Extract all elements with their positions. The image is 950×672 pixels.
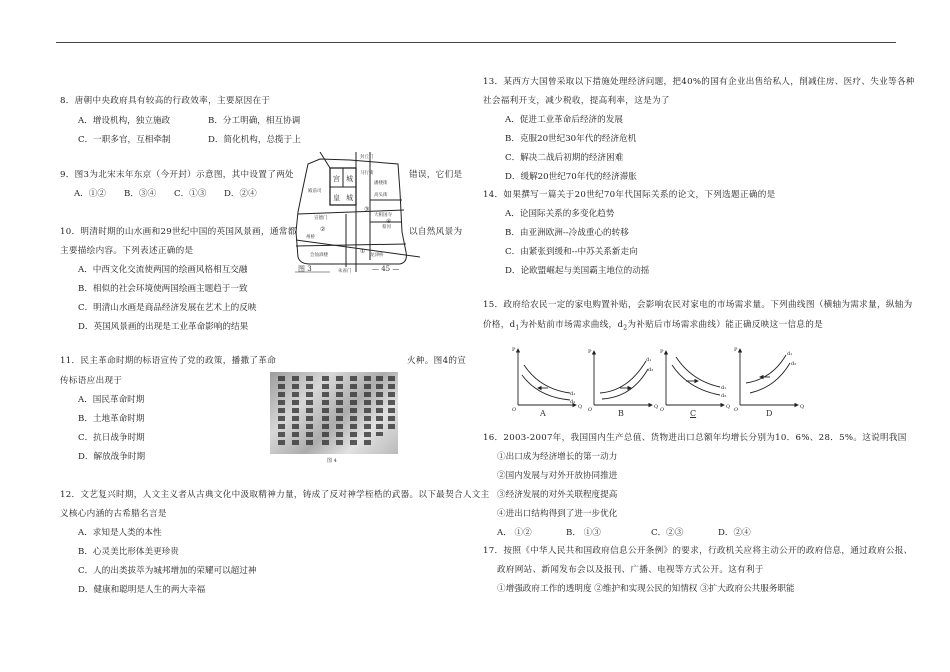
svg-text:d₂: d₂ (721, 393, 727, 399)
stem-fragment: 价格，d (483, 320, 516, 330)
svg-text:O: O (588, 407, 593, 413)
figure-4-slogan-photo (270, 372, 398, 454)
question-16-item-3: ③经济发展的对外关联程度提高 (497, 490, 618, 500)
question-13-option-c: C．解决二战后初期的经济困难 (505, 153, 624, 163)
curve-panel-label-b: B (618, 409, 624, 418)
map-label: 封丘门 (360, 155, 374, 160)
map-label: 宫 (333, 175, 340, 183)
question-16-option-b: B． ①③ (566, 528, 601, 538)
header-rule (56, 42, 896, 43)
question-10-stem-line2: 主要描绘内容。下列表述正确的是 (60, 246, 194, 256)
question-9-option-c: C．①③ (174, 189, 207, 199)
map-label: 殿前司 (308, 189, 322, 194)
question-13-stem-line2: 社会福利开支，减少税收，提高利率，这是为了 (483, 96, 670, 106)
question-16-option-d: D．②④ (718, 528, 751, 538)
svg-text:Q: Q (654, 404, 659, 410)
svg-text:d₁: d₁ (721, 385, 727, 391)
question-16-item-4: ④进出口结构得到了进一步优化 (497, 509, 618, 519)
stem-fragment: 为补贴前市场需求曲线，d (519, 320, 624, 330)
svg-text:d₂: d₂ (570, 399, 576, 405)
question-10-option-b: B．相似的社会环境使两国绘画主题趋于一致 (78, 284, 248, 294)
map-label: 州桥 (306, 235, 315, 240)
map-label: 皇 (333, 194, 340, 202)
question-8-stem: 8．唐朝中央政府具有较高的行政效率，主要原因在于 (60, 96, 271, 106)
map-label: 城 (346, 175, 353, 183)
svg-text:Q: Q (800, 404, 805, 410)
question-16-item-2: ②国内发展与对外开放协同推进 (497, 471, 618, 481)
question-12-option-b: B．心灵美比形体美更珍贵 (78, 547, 179, 557)
question-15-demand-curves (500, 343, 810, 421)
question-9-stem-continued: 错误，它们是 (409, 170, 463, 180)
svg-text:Q: Q (578, 404, 583, 410)
question-11-stem: 11．民主革命时期的标语宣传了党的政策，播撒了革命 (60, 356, 277, 366)
svg-text:O: O (734, 407, 739, 413)
question-11-stem-continued: 火种。图4的宣 (407, 356, 467, 366)
question-10-option-d: D．英国风景画的出现是工业革命影响的结果 (78, 322, 249, 332)
svg-text:d₁: d₁ (570, 391, 576, 397)
question-16-option-a: A． ①② (497, 528, 532, 538)
question-12-option-c: C．人的出类拔萃为城邦增加的荣耀可以超过神 (78, 566, 257, 576)
map-marker-1: ① (360, 248, 366, 255)
question-13-option-a: A．促进工业革命后经济的发展 (505, 115, 623, 125)
question-8-option-b: B．分工明确，相互协调 (208, 116, 301, 126)
svg-text:P: P (588, 349, 592, 355)
svg-text:P: P (512, 347, 516, 353)
question-11-option-b: B．土地革命时期 (78, 414, 145, 424)
question-17-stem-line2: 政府网站、新闻发布会以及报刊、广播、电视等方式公开。这有利于 (497, 565, 764, 575)
question-14-option-d: D．论欧盟崛起与美国霸主地位的动摇 (505, 266, 650, 276)
svg-text:O: O (512, 407, 517, 413)
question-11-option-c: C．抗日战争时期 (78, 433, 145, 443)
svg-text:d₂: d₂ (648, 367, 654, 373)
question-13-stem: 13．某西方大国曾采取以下措施处理经济问题，把40%的国有企业出售给私人，削减住房、医疗、失业等各种 (483, 77, 915, 87)
question-16-stem: 16．2003-2007年，我国国内生产总值、货物进出口总额年均增长分别为10．6%、28．5%。这说明我国 (483, 433, 907, 443)
subscript: 1 (515, 324, 520, 332)
svg-text:d₁: d₁ (787, 351, 793, 357)
question-14-option-b: B．由亚洲欧洲--冷战重心的转移 (505, 228, 629, 238)
question-14-stem: 14．如果撰写一篇关于20世纪70年代国际关系的论文，下列选题正确的是 (483, 190, 776, 200)
question-15-stem: 15．政府给农民一定的家电购置补贴，会影响农民对家电的市场需求量。下列曲线图（横轴为需求量，纵轴为 (483, 300, 913, 310)
question-16-item-1: ①出口成为经济增长的第一动力 (497, 452, 618, 462)
map-marker-4: ④ (386, 218, 392, 225)
question-15-stem-line2 (483, 320, 823, 334)
figure-3-caption: 图 3 (298, 265, 312, 273)
question-12-stem: 12．文艺复兴时期，人文主义者从古典文化中汲取精神力量，铸成了反对神学桎梏的武器。以下最契合人文主 (60, 490, 490, 500)
question-13-option-d: D．缓解20世纪70年代的经济滞胀 (505, 172, 637, 182)
curve-panel-label-a: A (540, 409, 546, 418)
svg-text:d₂: d₂ (791, 361, 797, 367)
map-label: 朱雀门 (338, 269, 352, 274)
svg-text:P: P (734, 347, 738, 353)
subscript: 2 (623, 324, 628, 332)
map-marker-3: ③ (364, 206, 370, 213)
question-10-option-a: A．中西文化交流使两国的绘画风格相互交融 (78, 265, 248, 275)
question-10-stem: 10．明清时期的山水画和29世纪中国的英国风景画，通常都 (60, 227, 297, 237)
question-13-option-b: B．克服20世纪30年代的经济危机 (505, 134, 637, 144)
question-11-stem-line2: 传标语应出现于 (60, 376, 123, 386)
svg-text:Q: Q (726, 404, 731, 410)
question-16-option-c: C．②③ (651, 528, 684, 538)
curve-panel-label-c: C (690, 409, 697, 418)
question-9-option-a: A．①② (74, 189, 106, 199)
question-10-stem-continued: 以自然风景为 (409, 227, 463, 237)
question-9-option-d: D．②④ (224, 189, 257, 199)
map-label: 马行街 (360, 171, 374, 176)
question-9-option-b: B．③④ (124, 189, 157, 199)
kaifeng-map-drawing (290, 152, 420, 277)
question-8-option-d: D．简化机构，总揽于上 (208, 135, 301, 145)
map-label: 蔡河 (382, 225, 391, 230)
question-11-option-a: A．国民革命时期 (78, 395, 145, 405)
figure-3-page-number: — 45 — (372, 265, 400, 273)
svg-text:d₁: d₁ (646, 357, 652, 363)
question-12-option-a: A．求知是人类的本性 (78, 528, 162, 538)
question-9-stem: 9．图3为北宋末年东京（今开封）示意图，其中设置了两处 (60, 170, 294, 180)
map-label: 大相国寺 (374, 213, 392, 218)
figure-4-caption: 图 4 (327, 458, 337, 464)
map-label: 潘楼街 (374, 181, 388, 186)
map-label: 龙津桥 (370, 253, 384, 258)
stem-fragment: 为补贴后市场需求曲线）能正确反映这一信息的是 (627, 320, 824, 330)
curve-panel-label-d: D (766, 409, 773, 418)
question-8-option-c: C．一职多官，互相牵制 (78, 135, 171, 145)
question-11-option-d: D．解放战争时期 (78, 452, 146, 462)
demand-curve-charts (500, 343, 810, 421)
map-label: 宣德门 (314, 216, 328, 221)
map-marker-2: ② (320, 226, 326, 233)
figure-3-map (290, 152, 420, 277)
question-12-stem-line2: 义核心内涵的古希腊名言是 (60, 509, 167, 519)
question-14-option-a: A．论国际关系的多变化趋势 (505, 209, 615, 219)
question-17-items: ①增强政府工作的透明度 ②维护和实现公民的知情权 ③扩大政府公共服务职能 (497, 584, 795, 594)
map-label: 城 (346, 194, 353, 202)
question-8-option-a: A．增设机构，独立施政 (78, 116, 171, 126)
svg-text:O: O (660, 407, 665, 413)
question-17-stem: 17．按照《中华人民共和国政府信息公开条例》的要求，行政机关应将主动公开的政府信息，通过政府公报、 (483, 546, 913, 556)
map-label: 会仙酒楼 (310, 253, 328, 258)
svg-text:P: P (660, 349, 664, 355)
question-14-option-c: C．由紧张到缓和--中苏关系新走向 (505, 247, 638, 257)
question-10-option-c: C．明清山水画是商品经济发展在艺术上的反映 (78, 303, 257, 313)
map-label: 高头街 (374, 193, 388, 198)
question-12-option-d: D．健康和聪明是人生的两大幸福 (78, 585, 206, 595)
